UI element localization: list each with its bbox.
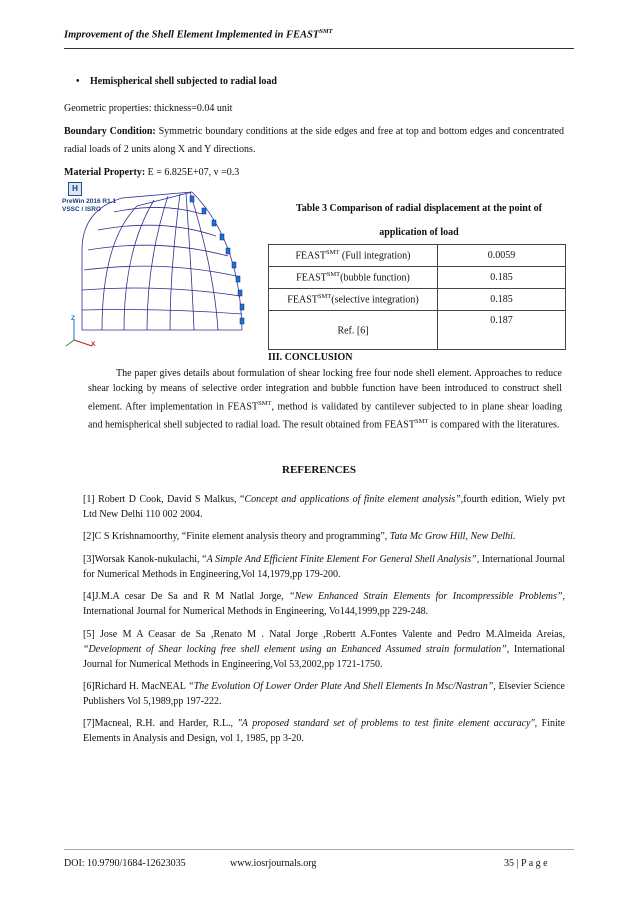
- section-bullet: • Hemispherical shell subjected to radial load: [76, 76, 277, 87]
- table-row: [269, 289, 566, 311]
- table-cell-label: $FEAST^{SMT}(selective$ integration): [269, 289, 438, 311]
- figure-software-label: PreWin 2016 R1.1: [62, 198, 117, 205]
- table-row: [269, 245, 566, 267]
- running-header: Improvement of the Shell Element Implemented in $FEAST^{SMT}$: [64, 28, 333, 41]
- mesh-drawing: [62, 180, 262, 350]
- footer-page-number: 35 | P a g e: [504, 858, 548, 869]
- table-caption: Table 3 Comparison of radial displacement at the point of application of load: [295, 203, 543, 238]
- figure-org-label: VSSC / ISRO: [62, 206, 102, 213]
- table-cell-label: $FEAST^{SMT}$ (Full integration): [269, 245, 438, 267]
- comparison-table: [268, 244, 566, 350]
- table-cell-label: Ref. [6]: [269, 311, 438, 350]
- table-row: [269, 311, 566, 350]
- table-row: [269, 267, 566, 289]
- conclusion-heading: III. CONCLUSION: [268, 352, 353, 363]
- material-property: Material Property: E = 6.825E+07, v =0.3: [64, 167, 240, 178]
- conclusion-paragraph: The paper gives details about formulation of shear locking free four node shell element. Approaches to reduce shear locking by means of selective order integration and bubble function have been introduced to construct shell element. After implementation in $FEAST^{SMT}$, method is validated by cantilever subjected to in plane shear loading and hemispherical shell subjected to radial load. The result obtained from $FEAST^{SMT}$ is compared with the literatures.: [88, 368, 562, 431]
- table-cell-value: 0.185: [438, 267, 566, 289]
- hemisphere-mesh-figure: [62, 180, 262, 350]
- footer-doi: DOI: 10.9790/1684-12623035: [64, 858, 186, 869]
- footer-website: www.iosrjournals.org: [230, 858, 317, 869]
- reference-item: [6]Richard H. MacNEAL “The Evolution Of Lower Order Plate And Shell Elements In Msc/Nastran”, Elsevier Science Publishers Vol 5,1989,pp 197-222.: [83, 681, 565, 707]
- reference-item: [7]Macneal, R.H. and Harder, R.L., "A proposed standard set of problems to test finite element accuracy", Finite Elements in Analysis and Design, vol 1, 1985, pp 3-20.: [83, 718, 565, 744]
- reference-item: [3]Worsak Kanok-nukulachi, “A Simple And Efficient Finite Element For General Shell Analysis”, International Journal for Numerical Methods in Engineering,Vol 14,1979,pp 179-200.: [83, 554, 565, 580]
- geometric-properties: Geometric properties: thickness=0.04 unit: [64, 103, 233, 114]
- footer-divider: [64, 849, 574, 850]
- table-cell-value: 0.0059: [438, 245, 566, 267]
- reference-item: [5] Jose M A Ceasar de Sa ,Renato M . Natal Jorge ,Robertt A.Fontes Valente and Pedro M.Almeida Areias, “Development of Shear locking free shell element using an Enhanced Assumed strain formulation”, International Journal for Numerical Methods in Engineering,Vol 53,2002,pp 1721-1750.: [83, 629, 566, 670]
- prewin-logo-icon: H: [68, 182, 82, 196]
- table-cell-value: 0.185: [438, 289, 566, 311]
- table-cell-value: 0.187: [438, 311, 566, 350]
- boundary-condition: Boundary Condition: Symmetric boundary conditions at the side edges and free at top and bottom edges and concentrated radial loads of 2 units along X and Y directions.: [64, 126, 564, 155]
- reference-item: [2]C S Krishnamoorthy, “Finite element analysis theory and programming”, Tata Mc Grow Hill, New Delhi.: [83, 531, 516, 542]
- bullet-icon: •: [76, 76, 80, 87]
- reference-item: [4]J.M.A cesar De Sa and R M Natlal Jorge, “New Enhanced Strain Elements for Incompressible Problems”, International Journal for Numerical Methods in Engineering, Vo144,1999,pp 229-248.: [83, 591, 565, 617]
- references-heading: REFERENCES: [282, 464, 356, 476]
- axis-z-label: Z: [71, 315, 75, 322]
- table-cell-label: $FEAST^{SMT}(bubble$ function): [269, 267, 438, 289]
- header-divider: [64, 48, 574, 49]
- axis-x-label: X: [91, 341, 96, 348]
- reference-item: [1] Robert D Cook, David S Malkus, “Concept and applications of finite element analysis”,fourth edition, Wiely pvt Ltd New Delhi 110 002 2004.: [83, 494, 565, 520]
